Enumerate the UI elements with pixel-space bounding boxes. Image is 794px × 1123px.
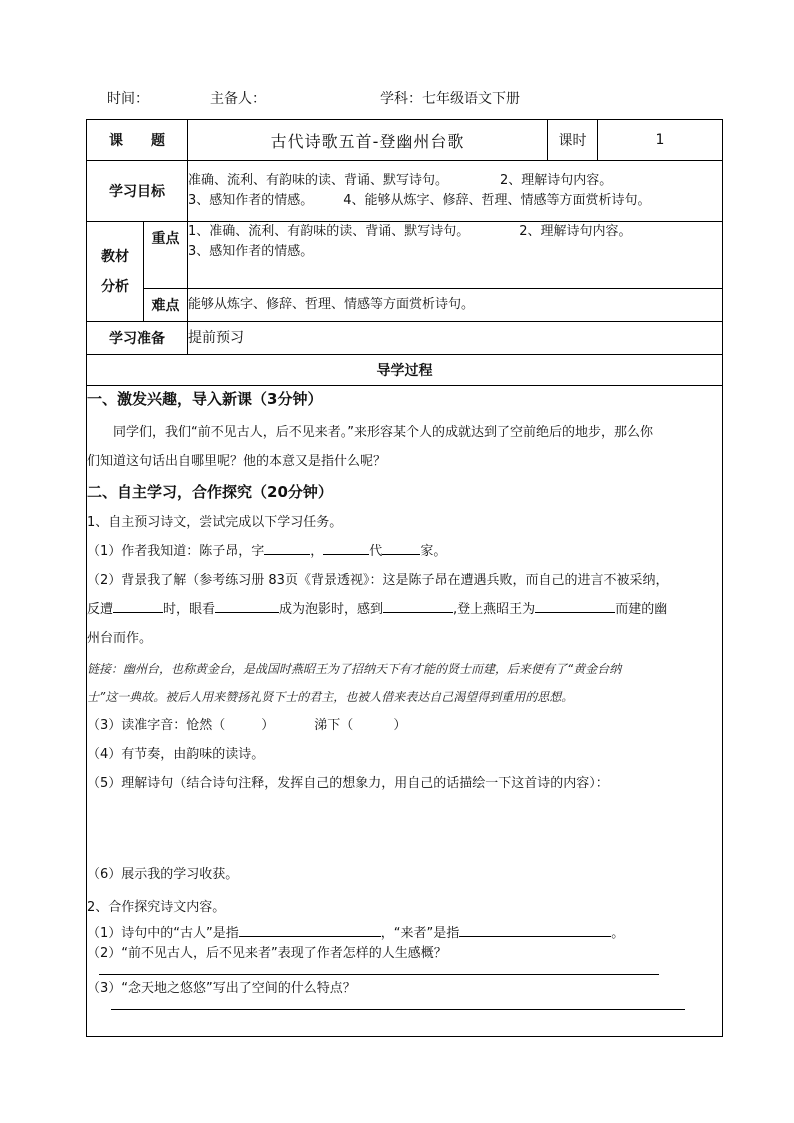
period-value: 1 [598,120,723,161]
preparer-label: 主备人： [210,91,266,107]
topic-row [87,120,723,161]
collab-question-3: （3）“念天地之悠悠”写出了空间的什么特点？ [87,981,356,996]
prep-value: 提前预习 [188,322,723,355]
question-2-line-2 [87,595,722,624]
prep-row [87,322,723,355]
q1-text-d: 家。 [420,544,447,559]
q1-text-c: 代 [369,544,383,559]
q2-text-2: 时，眼看 [163,602,216,617]
intro-line-1: 同学们，我们“前不见古人，后不见来者。”来形容某个人的成就达到了空前绝后的地步，那么你 [113,425,653,440]
question-1 [87,537,722,566]
task-2: 2、合作探究诗文内容。 [87,900,226,915]
key-3: 3、感知作者的情感。 [188,244,314,259]
question-2-line-3: 州台而作。 [87,631,153,646]
difficulty-value: 能够从炼字、修辞、哲理、情感等方面赏析诗句。 [188,289,723,322]
period-label: 课时 [548,120,598,161]
q2-blank-3[interactable] [383,598,453,613]
goal-row [87,161,723,222]
key-label: 重点 [144,222,188,289]
key-row [87,222,723,289]
q1-blank-2[interactable] [323,540,369,555]
key-1: 1、准确、流利、有韵味的读、背诵、默写诗句。 [188,224,470,239]
q3-text-a: （3）读准字音：怆然（ [87,718,226,733]
intro-line-2: 们知道这句话出自哪里呢？他的本意又是指什么呢？ [87,454,387,469]
difficulty-row [87,289,723,322]
answer-line-3[interactable] [111,999,685,1010]
c1-text-c: 。 [611,926,625,941]
q3-text-d: ） [393,718,407,733]
question-2-line-1: （2）背景我了解（参考练习册 83页《背景透视》：这是陈子昂在遭遇兵败，而自己的进言不被采纳， [87,573,669,588]
guide-title: 导学过程 [87,355,723,386]
process-content [87,386,723,1037]
goal-content [188,161,723,222]
goal-label: 学习目标 [87,161,188,222]
topic-label: 课 题 [87,120,188,161]
c1-text-b: ，“来者”是指 [380,926,460,941]
topic-value: 古代诗歌五首-登幽州台歌 [188,120,548,161]
c1-blank-1[interactable] [239,922,381,937]
task-1: 1、自主预习诗文，尝试完成以下学习任务。 [87,515,343,530]
answer-space-5 [87,798,722,860]
section-2-title: 二、自主学习，合作探究（20分钟） [87,483,333,501]
time-label: 时间： [107,91,149,107]
q1-blank-1[interactable] [264,540,310,555]
goal-4: 4、能够从炼字、修辞、哲理、情感等方面赏析诗句。 [343,193,651,208]
q2-text-1: 反遭 [87,602,114,617]
question-6: （6）展示我的学习收获。 [87,867,239,882]
collab-question-1 [87,922,722,944]
section-1-title: 一、激发兴趣，导入新课（3分钟） [87,390,323,408]
difficulty-label: 难点 [144,289,188,322]
lesson-plan-table [86,119,723,1037]
goal-3: 3、感知作者的情感。 [188,193,314,208]
q2-text-3: 成为泡影时，感到 [279,602,384,617]
answer-line-2[interactable] [99,964,659,975]
c1-blank-2[interactable] [459,922,611,937]
analysis-label-2: 分析 [101,278,129,295]
question-3 [87,711,722,740]
q1-blank-3[interactable] [382,540,420,555]
note-line-2: 士”这一典故。被后人用来赞扬礼贤下士的君主，也被人借来表达自己渴望得到重用的思想。 [87,690,574,704]
question-4: （4）有节奏，由韵味的读诗。 [87,747,265,762]
analysis-label [87,222,144,322]
process-row [87,386,723,1037]
header-line [0,88,794,108]
analysis-label-1: 教材 [101,248,129,265]
goal-1: 准确、流利、有韵味的读、背诵、默写诗句。 [188,173,449,188]
c1-text-a: （1）诗句中的“古人”是指 [87,926,239,941]
q1-text-a: （1）作者我知道：陈子昂，字 [87,544,265,559]
q2-text-5: 而建的幽 [615,602,668,617]
q2-blank-4[interactable] [535,598,615,613]
q3-text-c: 涕下（ [314,718,354,733]
note-line-1: 链接：幽州台，也称黄金台，是战国时燕昭王为了招纳天下有才能的贤士而建，后来便有了“黄金台纳 [87,662,622,676]
key-content [188,222,723,289]
q2-text-4: ,登上燕昭王为 [453,602,536,617]
key-2: 2、理解诗句内容。 [519,224,632,239]
q1-text-b: ， [310,544,324,559]
q3-text-b: ） [261,718,275,733]
prep-label: 学习准备 [87,322,188,355]
subject-label: 学科：七年级语文下册 [380,91,520,107]
q2-blank-1[interactable] [113,598,163,613]
guide-row [87,355,723,386]
goal-2: 2、理解诗句内容。 [500,173,613,188]
q2-blank-2[interactable] [215,598,279,613]
collab-question-2: （2）“前不见古人，后不见来者”表现了作者怎样的人生感概？ [87,946,447,961]
question-5: （5）理解诗句（结合诗句注释，发挥自己的想象力，用自己的话描绘一下这首诗的内容）： [87,776,609,791]
